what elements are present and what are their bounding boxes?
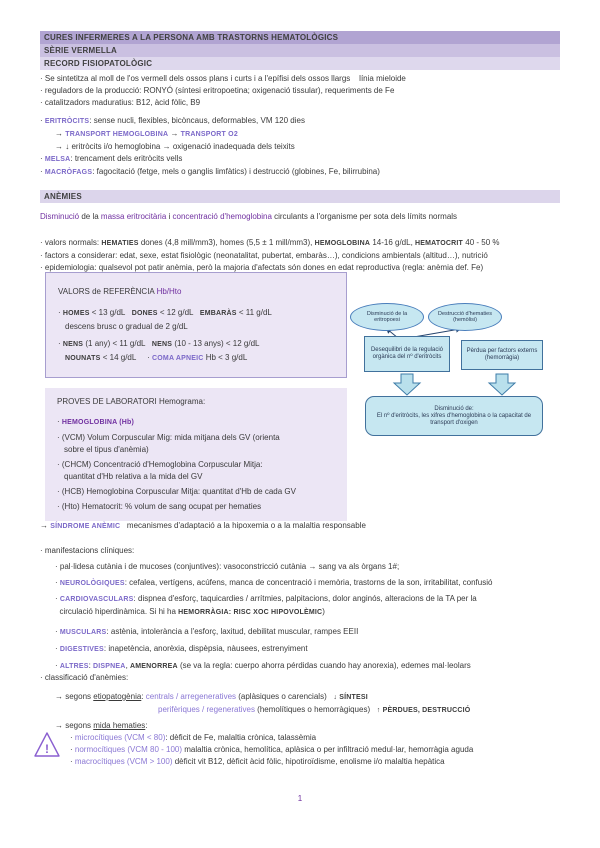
text-line [40, 606, 575, 619]
text-segment: < 14 g/dL · [100, 353, 153, 362]
text-segment: · (VCM) Volum Corpuscular Mig: mida mitjana dels GV (orienta [57, 433, 280, 442]
text-segment: (1 any) < 11 g/dL [83, 339, 152, 348]
text-segment: HEMATOCRIT [415, 240, 464, 247]
text-line [57, 471, 335, 483]
text-segment: · [40, 154, 45, 163]
text-segment: normocítiques (VCM 80 - 100) [74, 745, 183, 754]
text-segment: VALORS de REFERÈNCIA [58, 287, 157, 296]
text-segment: microcítiques (VCM < 80) [74, 733, 166, 742]
text-line [40, 626, 575, 639]
text-line [40, 672, 575, 684]
text-segment: Hb/Hto [156, 287, 182, 296]
text-line [40, 141, 575, 153]
record-notes [40, 73, 575, 179]
flowchart-result-line2: El nº d'eritròcits, les xifres d'hemoglobina o la capacitat de transport d'oxigen [376, 412, 532, 426]
text-segment: circulants a l'organisme per sota dels límits normals [271, 212, 458, 221]
title-bar: CURES INFERMERES A LA PERSONA AMB TRASTORNS HEMATOLÒGICS [40, 31, 560, 44]
text-line [57, 432, 335, 444]
lab-tests-lines [57, 416, 335, 513]
svg-text:!: ! [45, 742, 49, 756]
text-segment: · factors a considerar: edat, sexe, estat fisiològic (neonatalitat, pubertat, embaràs…), condicions ambientals (altitud…), nutrició [40, 251, 488, 260]
text-segment: · Se sintetitza al moll de l'os vermell dels ossos plans i curts i a l'epífisi dels ossos llargs línia mieloide [40, 74, 406, 83]
text-line [57, 501, 335, 513]
text-segment: : dispnea d'esforç, taquicardies / arrítmies, palpitacions, dolor anginós, alteracions de la TA per la [133, 594, 477, 603]
text-segment: EMBARÀS [199, 310, 237, 317]
text-segment: HEMOGLOBINA (Hb) [61, 419, 135, 426]
text-segment: · [57, 417, 62, 426]
text-segment: 40 - 50 % [463, 238, 500, 247]
text-segment: macrocítiques (VCM > 100) [74, 757, 173, 766]
text-line [40, 732, 575, 744]
text-segment: · [70, 745, 75, 754]
text-segment: SÍNDROME ANÈMIC [50, 523, 121, 530]
text-segment: : inapetència, anorèxia, dispèpsia, nàusees, estrenyiment [103, 644, 308, 653]
text-line [58, 337, 334, 351]
text-segment: (aplàsiques o carencials) [236, 692, 334, 701]
text-segment: · valors normals: [40, 238, 102, 247]
text-segment: , [125, 661, 131, 670]
text-segment: (se va la regla: cuerpo ahorra pérdidas cuando hay anorexia), edemes mal·leolars [177, 661, 471, 670]
flowchart-oval-decreased-erythropoiesis: Disminució de la eritropoesi [350, 303, 424, 331]
text-line [40, 577, 575, 590]
text-line [40, 561, 575, 573]
text-segment: HEMORRÀGIA: RISC XOC HIPOVOLÈMIC [178, 609, 323, 616]
section-anemies-bar: ANÈMIES [40, 190, 560, 203]
text-segment: → segons [55, 692, 94, 701]
text-segment: · epidemiologia: qualsevol pot patir anèmia, però la majoria d'afectats són dones en edat reproductiva (regla: anèmia def. Fe) [40, 263, 484, 272]
text-segment: MELSA [44, 156, 71, 163]
text-segment: quantitat d'Hb relativa a la mida del GV [64, 472, 203, 481]
text-line [57, 459, 335, 471]
text-segment: : astènia, intolerància a l'esforç, laxitud, debilitat muscular, rampes EEII [106, 627, 359, 636]
text-segment: MUSCULARS [59, 629, 107, 636]
text-segment: · [70, 757, 75, 766]
text-segment: < 12 g/dL [157, 308, 200, 317]
text-segment: malaltia crònica, hemolítica, aplàsica o per infiltració medul·lar, hemorràgia aguda [182, 745, 474, 754]
text-line [40, 756, 575, 768]
text-line [57, 486, 335, 498]
text-segment: sobre el tipus d'anèmia) [64, 445, 149, 454]
text-segment: (hemolítiques o hemorràgiques) [254, 705, 377, 714]
text-segment: NOUNATS [65, 355, 101, 362]
text-segment: ↓ SÍNTESI [333, 694, 368, 701]
flowchart-box-result [365, 396, 543, 436]
text-segment: NENS [62, 341, 84, 348]
text-segment: : [145, 721, 148, 730]
text-segment: : dèficit de Fe, malaltia crònica, talassèmia [165, 733, 317, 742]
reference-values-box [45, 272, 347, 378]
text-segment: (10 - 13 anys) < 12 g/dL [172, 339, 260, 348]
text-segment: HEMOGLOBINA [314, 240, 371, 247]
text-segment: · [55, 578, 60, 587]
text-segment: PROVES DE LABORATORI Hemograma: [57, 397, 206, 406]
text-line [40, 691, 575, 704]
flowchart-box-external-loss: Pèrdua per factors externs (hemorràgia) [461, 340, 543, 370]
text-segment: · [55, 627, 60, 636]
text-line [40, 250, 575, 262]
text-segment: → ↓ eritròcits i/o hemoglobina → oxigenació inadequada dels teixits [55, 142, 295, 151]
text-line [58, 306, 334, 320]
text-line [58, 351, 334, 365]
text-segment: centrals / arregeneratives [145, 692, 237, 701]
text-segment: < 11 g/dL [236, 308, 272, 317]
text-segment: · [40, 116, 45, 125]
text-segment: ALTRES [59, 663, 89, 670]
text-segment: · catalitzadors maduratius: B12, àcid fòlic, B9 [40, 98, 201, 107]
text-line [40, 211, 575, 223]
text-segment: → [40, 521, 51, 530]
text-line [40, 643, 575, 656]
reference-values-lines [58, 306, 334, 365]
page-number: 1 [297, 794, 303, 803]
text-line [40, 166, 575, 179]
text-segment: · [55, 594, 60, 603]
text-segment: ) [322, 607, 325, 616]
text-segment: : cefalea, vertígens, acúfens, manca de concentració i memòria, trastorns de la son, irritabilitat, confusió [124, 578, 493, 587]
text-line [40, 153, 575, 166]
text-segment: massa eritrocitària [100, 212, 167, 221]
text-segment: MACRÒFAGS [44, 169, 93, 176]
text-line [40, 704, 575, 717]
section-record-bar: RECORD FISIOPATOLÒGIC [40, 57, 560, 70]
flowchart-oval-hemolysis: Destrucció d'hematies (hemòlisi) [428, 303, 502, 331]
text-line [58, 285, 334, 298]
text-line [40, 115, 575, 128]
text-segment: · [55, 661, 60, 670]
text-segment: → [168, 129, 181, 138]
text-segment: · pal·lidesa cutània i de mucoses (conjuntives): vasoconstricció cutània → sang va als òrgans 1#; [55, 562, 400, 571]
text-segment: dèficit vit B12, dèficit àcid fòlic, hipotiroïdisme, enolisme i/o malaltia hepàtica [172, 757, 445, 766]
text-line [40, 237, 575, 250]
text-line [40, 128, 575, 141]
text-segment: DISPNEA [93, 663, 126, 670]
text-segment: < 13 g/dL [89, 308, 132, 317]
text-segment: ERITRÒCITS [44, 118, 90, 125]
flowchart-box-regulation-imbalance: Desequilibri de la regulació orgànica del nº d'eritròcits [364, 336, 450, 372]
text-segment: → [55, 129, 66, 138]
text-segment: COMA APNEIC [152, 355, 204, 362]
text-segment: · classificació d'anèmies: [40, 673, 129, 682]
text-segment: AMENORREA [130, 663, 178, 670]
text-segment: · [58, 339, 63, 348]
flowchart-result-line1: Disminució de: [434, 405, 474, 412]
text-segment: circulació hiperdinàmica. Si hi ha [55, 607, 179, 616]
text-line [57, 396, 335, 408]
text-segment: · (CHCM) Concentració d'Hemoglobina Corpuscular Mitja: [57, 460, 263, 469]
text-segment: · (HCB) Hemoglobina Corpuscular Mitja: quantitat d'Hb de cada GV [57, 487, 296, 496]
text-segment: · [58, 308, 63, 317]
text-segment: · [40, 167, 45, 176]
lab-tests-box [45, 388, 347, 521]
text-segment: dones (4,8 mill/mm3), homes (5,5 ± 1 mill/mm3), [138, 238, 315, 247]
text-line [40, 85, 575, 97]
text-segment: DONES [131, 310, 158, 317]
text-segment: DIGESTIVES [59, 646, 104, 653]
text-segment: · reguladors de la producció: RONYÓ (síntesi eritropoetina; oxigenació tissular), requeriments de Fe [40, 86, 395, 95]
lab-tests-title [57, 396, 335, 408]
text-line [40, 545, 575, 557]
text-segment: TRANSPORT O2 [180, 131, 238, 138]
reference-values-title [58, 285, 334, 298]
text-segment: · [55, 644, 60, 653]
text-segment: i [166, 212, 173, 221]
text-segment: HOMES [62, 310, 90, 317]
text-segment: · [70, 733, 75, 742]
warning-icon [32, 730, 62, 762]
text-segment: NEUROLÒGIQUES [59, 580, 125, 587]
text-segment: concentració d'hemoglobina [172, 212, 272, 221]
text-segment: CARDIOVASCULARS [59, 596, 134, 603]
anemia-classification-notes [40, 672, 575, 768]
text-line [40, 593, 575, 606]
text-segment: mecanismes d'adaptació a la hipoxemia o a la malaltia responsable [120, 521, 366, 530]
text-line [58, 320, 334, 333]
text-segment: ↑ PÈRDUES, DESTRUCCIÓ [376, 707, 471, 714]
text-segment: : [88, 661, 94, 670]
text-segment: TRANSPORT HEMOGLOBINA [65, 131, 169, 138]
text-line [57, 444, 335, 456]
text-line [40, 73, 575, 85]
text-segment: 14-16 g/dL, [370, 238, 416, 247]
text-segment: · (Hto) Hematocrit: % volum de sang ocupat per hematies [57, 502, 262, 511]
text-line [40, 520, 575, 533]
anemic-syndrome-notes [40, 520, 575, 673]
text-segment: Hb < 3 g/dL [203, 353, 248, 362]
text-segment: descens brusc o gradual de 2 g/dL [65, 322, 188, 331]
text-line [40, 720, 575, 732]
text-segment: : [141, 692, 146, 701]
text-segment: etiopatogènia [93, 692, 142, 701]
subtitle-bar: SÈRIE VERMELLA [40, 44, 560, 57]
text-segment: HEMATIES [101, 240, 139, 247]
text-segment: de la [79, 212, 101, 221]
text-segment: NENS [151, 341, 173, 348]
text-line [40, 744, 575, 756]
text-segment: Disminució [40, 212, 80, 221]
text-segment: perifèriques / regeneratives [158, 705, 255, 714]
text-line [40, 97, 575, 109]
text-line [57, 416, 335, 429]
text-segment: → segons [55, 721, 94, 730]
text-segment: mida hematies [93, 721, 146, 730]
text-segment: : trencament dels eritròcits vells [70, 154, 183, 163]
text-segment: : sense nucli, flexibles, bicòncaus, deformables, VM 120 dies [89, 116, 305, 125]
text-segment: : fagocitació (fetge, mels o ganglis limfàtics) i destrucció (globines, Fe, bilirrubina) [92, 167, 380, 176]
anemies-definition [40, 211, 575, 274]
anemia-flowchart [348, 302, 562, 444]
text-segment: · manifestacions clíniques: [40, 546, 135, 555]
